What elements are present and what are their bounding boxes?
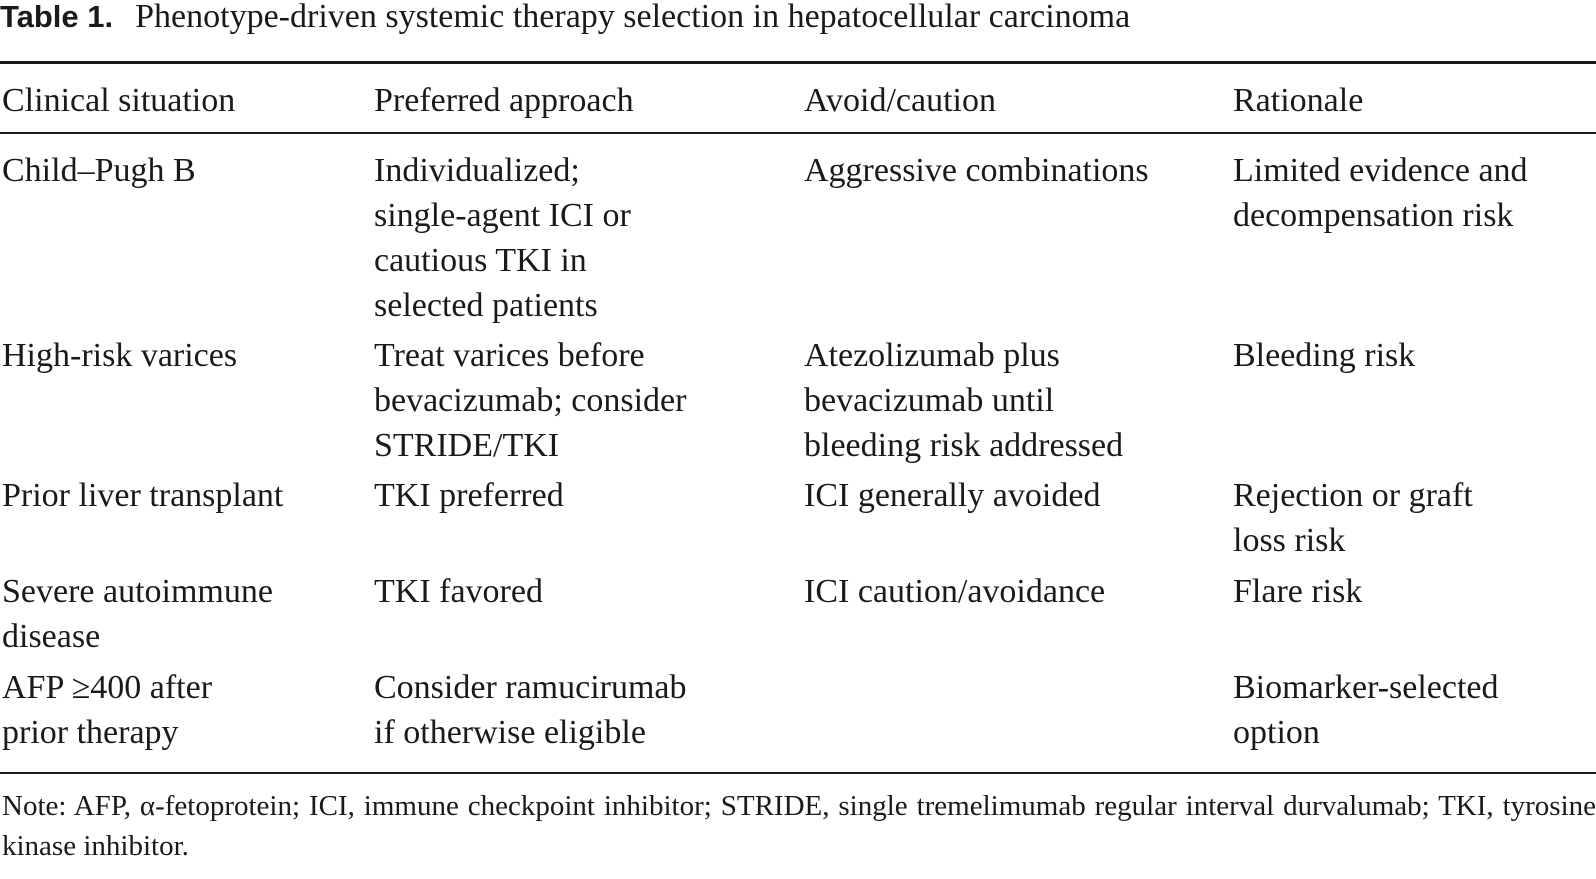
- top-rule: [0, 61, 1596, 64]
- header-avoid-caution: Avoid/caution: [804, 82, 996, 119]
- header-rule: [0, 132, 1596, 134]
- cell-avoid: Atezolizumab plus bevacizumab until bleeding risk addressed: [804, 337, 1124, 464]
- header-clinical-situation: Clinical situation: [2, 82, 236, 119]
- cell-preferred: TKI preferred: [374, 477, 564, 514]
- cell-situation: Child–Pugh B: [2, 152, 196, 189]
- header-preferred-approach: Preferred approach: [374, 82, 634, 119]
- cell-preferred: Treat varices before bevacizumab; consider STRIDE/TKI: [374, 337, 687, 464]
- cell-situation: Prior liver transplant: [2, 477, 284, 514]
- header-rationale: Rationale: [1233, 82, 1364, 119]
- cell-rationale: Bleeding risk: [1233, 337, 1416, 374]
- cell-rationale: Limited evidence and decompensation risk: [1233, 152, 1528, 234]
- cell-rationale: Flare risk: [1233, 573, 1363, 610]
- table-caption: [0, 0, 1130, 40]
- table-title: Phenotype-driven systemic therapy selection in hepatocellular carcinoma: [135, 0, 1131, 35]
- table-note: Note: AFP, α-fetoprotein; ICI, immune checkpoint inhibitor; STRIDE, single tremelimumab regular interval durvalumab; TKI, tyrosine kinase inhibitor.: [2, 790, 1596, 862]
- cell-situation: AFP ≥400 after prior therapy: [2, 669, 213, 751]
- table-label: Table 1.: [0, 0, 114, 34]
- cell-situation: High-risk varices: [2, 337, 238, 374]
- cell-preferred: Consider ramucirumab if otherwise eligible: [374, 669, 687, 751]
- cell-rationale: Rejection or graft loss risk: [1233, 477, 1473, 559]
- cell-avoid: ICI generally avoided: [804, 477, 1101, 514]
- cell-avoid: ICI caution/avoidance: [804, 573, 1106, 610]
- cell-preferred: Individualized; single-agent ICI or cautious TKI in selected patients: [374, 152, 631, 324]
- cell-rationale: Biomarker-selected option: [1233, 669, 1499, 751]
- cell-situation: Severe autoimmune disease: [2, 573, 273, 655]
- cell-preferred: TKI favored: [374, 573, 543, 610]
- cell-avoid: Aggressive combinations: [804, 152, 1149, 189]
- bottom-rule: [0, 772, 1596, 774]
